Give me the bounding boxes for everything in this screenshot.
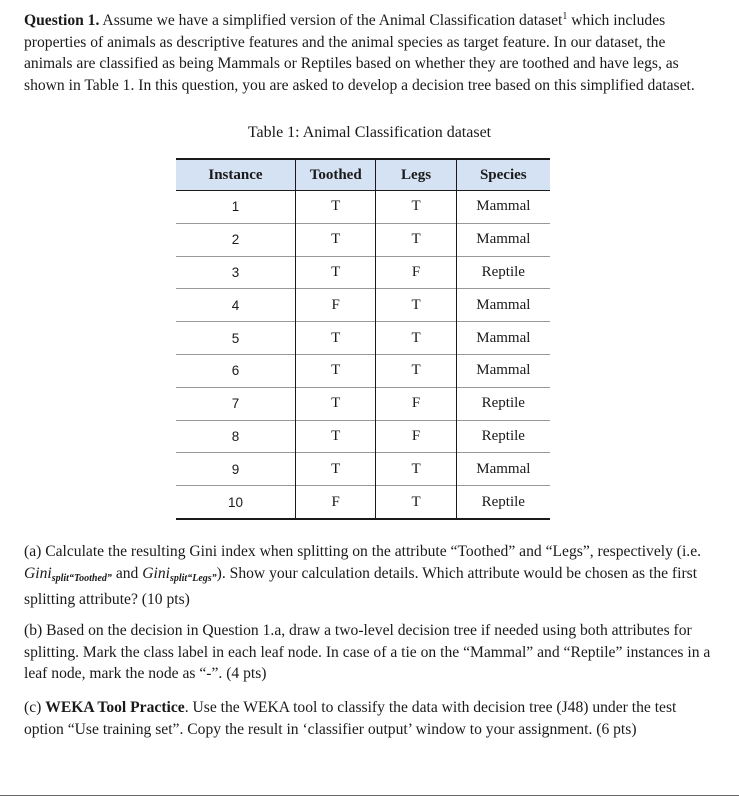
cell-legs: F	[376, 420, 456, 453]
animal-classification-table	[176, 158, 550, 520]
cell-species: Reptile	[456, 256, 550, 289]
table-row	[176, 453, 550, 486]
cell-instance: 7	[176, 387, 295, 420]
table-row	[176, 223, 550, 256]
cell-species: Mammal	[456, 322, 550, 355]
table-row	[176, 387, 550, 420]
table-row	[176, 420, 550, 453]
header-legs: Legs	[376, 159, 456, 191]
footnote-mark: 1	[562, 11, 568, 22]
cell-legs: T	[376, 486, 456, 519]
cell-legs: F	[376, 256, 456, 289]
part-b-text: (b) Based on the decision in Question 1.a, draw a two-level decision tree if needed using both attributes for splitting. Mark the class label in each leaf node. In case of a tie on the “Mammal” and “Reptile” instances in a leaf node, mark the node as “-”. (4 pts)	[24, 622, 711, 682]
table-row	[176, 289, 550, 322]
cell-legs: T	[376, 289, 456, 322]
cell-instance: 4	[176, 289, 295, 322]
part-a-text	[24, 541, 714, 611]
cell-species: Reptile	[456, 387, 550, 420]
cell-instance: 8	[176, 420, 295, 453]
header-species: Species	[456, 159, 550, 191]
part-a-and: and	[111, 564, 143, 582]
header-toothed: Toothed	[295, 159, 376, 191]
part-a-lead: (a) Calculate the resulting Gini index when splitting on the attribute “Toothed” and “Legs”, respectively (i.e.	[24, 543, 702, 560]
part-c-text	[24, 697, 714, 740]
header-instance: Instance	[176, 159, 295, 191]
table-row	[176, 256, 550, 289]
cell-instance: 1	[231, 199, 240, 215]
gini-legs	[142, 565, 216, 582]
cell-species: Mammal	[456, 223, 550, 256]
cell-instance: 2	[176, 223, 295, 256]
table-row	[176, 486, 550, 519]
part-a-tail: ). Show your calculation details. Which attribute would be chosen as the first splitting attribute? (10 pts)	[24, 564, 698, 608]
cell-species: Reptile	[456, 420, 550, 453]
question-intro	[24, 6, 714, 96]
cell-toothed: T	[295, 354, 376, 387]
table-header-row	[176, 159, 550, 191]
cell-legs: F	[376, 387, 456, 420]
cell-instance: 5	[176, 322, 295, 355]
bottom-divider	[0, 795, 739, 796]
gini-toothed	[24, 565, 112, 582]
cell-species: Mammal	[456, 453, 550, 486]
part-c-bold: WEKA Tool Practice	[45, 699, 185, 716]
cell-species: Mammal	[456, 354, 550, 387]
cell-instance: 9	[176, 453, 295, 486]
gini-legs-subscript: split“Legs”	[169, 572, 217, 584]
cell-toothed: F	[295, 486, 376, 519]
part-c-prefix: (c)	[24, 699, 46, 716]
cell-species: Mammal	[456, 191, 550, 224]
cell-toothed: T	[295, 256, 376, 289]
table-row	[176, 322, 550, 355]
intro-text: Assume we have a simplified version of the Animal Classification dataset	[99, 12, 563, 30]
gini-toothed-subscript: split“Toothed”	[51, 572, 112, 584]
cell-toothed: T	[295, 453, 376, 486]
cell-toothed: T	[295, 420, 376, 453]
cell-instance: 6	[176, 354, 295, 387]
table-caption: Table 1: Animal Classification dataset	[247, 124, 492, 141]
cell-legs: T	[376, 191, 456, 224]
cell-instance: 10	[176, 486, 295, 519]
gini-symbol: Gini	[24, 564, 52, 582]
part-c-body: . Use the WEKA tool to classify the data with decision tree (J48) under the test option “Use training set”. Copy the result in ‘classifier output’ window to your assignment. (6 pts)	[24, 699, 677, 738]
cell-toothed: T	[295, 223, 376, 256]
cell-toothed: T	[295, 191, 376, 224]
cell-species: Reptile	[456, 486, 550, 519]
cell-toothed: T	[295, 387, 376, 420]
cell-legs: T	[376, 354, 456, 387]
cell-toothed: F	[295, 289, 376, 322]
gini-symbol: Gini	[142, 564, 170, 582]
question-label: Question 1.	[24, 12, 100, 30]
cell-species: Mammal	[456, 289, 550, 322]
cell-toothed: T	[295, 322, 376, 355]
table-row	[176, 191, 550, 224]
table-row	[176, 354, 550, 387]
cell-legs: T	[376, 223, 456, 256]
cell-legs: T	[376, 322, 456, 355]
cell-instance: 3	[176, 256, 295, 289]
intro-text-continued: which includes properties of animals as descriptive features and the animal species as target feature. In our dataset, the animals are classified as being Mammals or Reptiles based on whether they are toothed and have legs, as shown in Table 1. In this question, you are asked to develop a decision tree based on this simplified dataset.	[24, 12, 695, 94]
cell-legs: T	[376, 453, 456, 486]
